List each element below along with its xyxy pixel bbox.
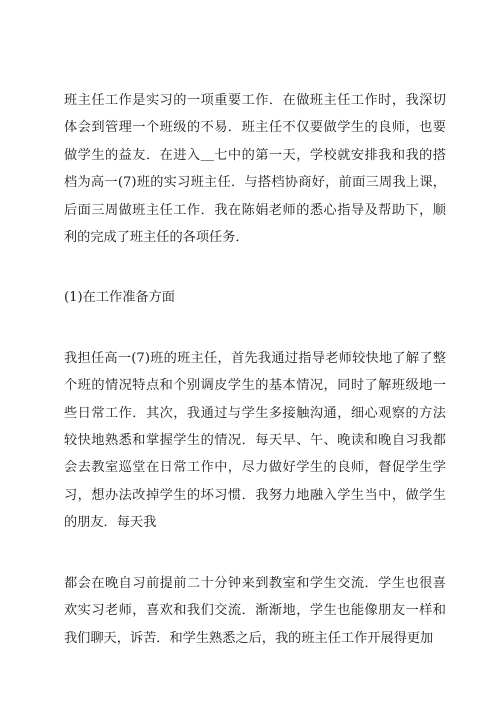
preparation-paragraph: 我担任高一(7)班的班主任，首先我通过指导老师较快地了解了整个班的情况特点和个别调皮学生的基本情况，同时了解班级地一些日常工作．其次，我通过与学生多接触沟通，细心观察的方法较快地熟悉和掌握学生的情况．每天早、午、晚读和晚自习我都会去教室巡堂在日常工作中，尽力做好学生的良师，督促学生学习，想办法改掉学生的坏习惯．我努力地融入学生当中，做学生的朋友．每天我	[64, 350, 446, 531]
section-heading: (1)在工作准备方面	[64, 290, 175, 306]
continuation-paragraph: 都会在晚自习前提前二十分钟来到教室和学生交流．学生也很喜欢实习老师，喜欢和我们交流．渐渐地，学生也能像朋友一样和我们聊天，诉苦．和学生熟悉之后，我的班主任工作开展得更加	[64, 575, 446, 646]
intro-paragraph: 班主任工作是实习的一项重要工作．在做班主任工作时，我深切体会到管理一个班级的不易．班主任不仅要做学生的良师，也要做学生的益友．在进入＿七中的第一天，学校就安排我和我的搭档为高一(7)班的实习班主任．与搭档协商好，前面三周我上课，后面三周做班主任工作．我在陈娟老师的悉心指导及帮助下，顺利的完成了班主任的各项任务．	[64, 93, 446, 246]
document-body	[64, 87, 446, 652]
